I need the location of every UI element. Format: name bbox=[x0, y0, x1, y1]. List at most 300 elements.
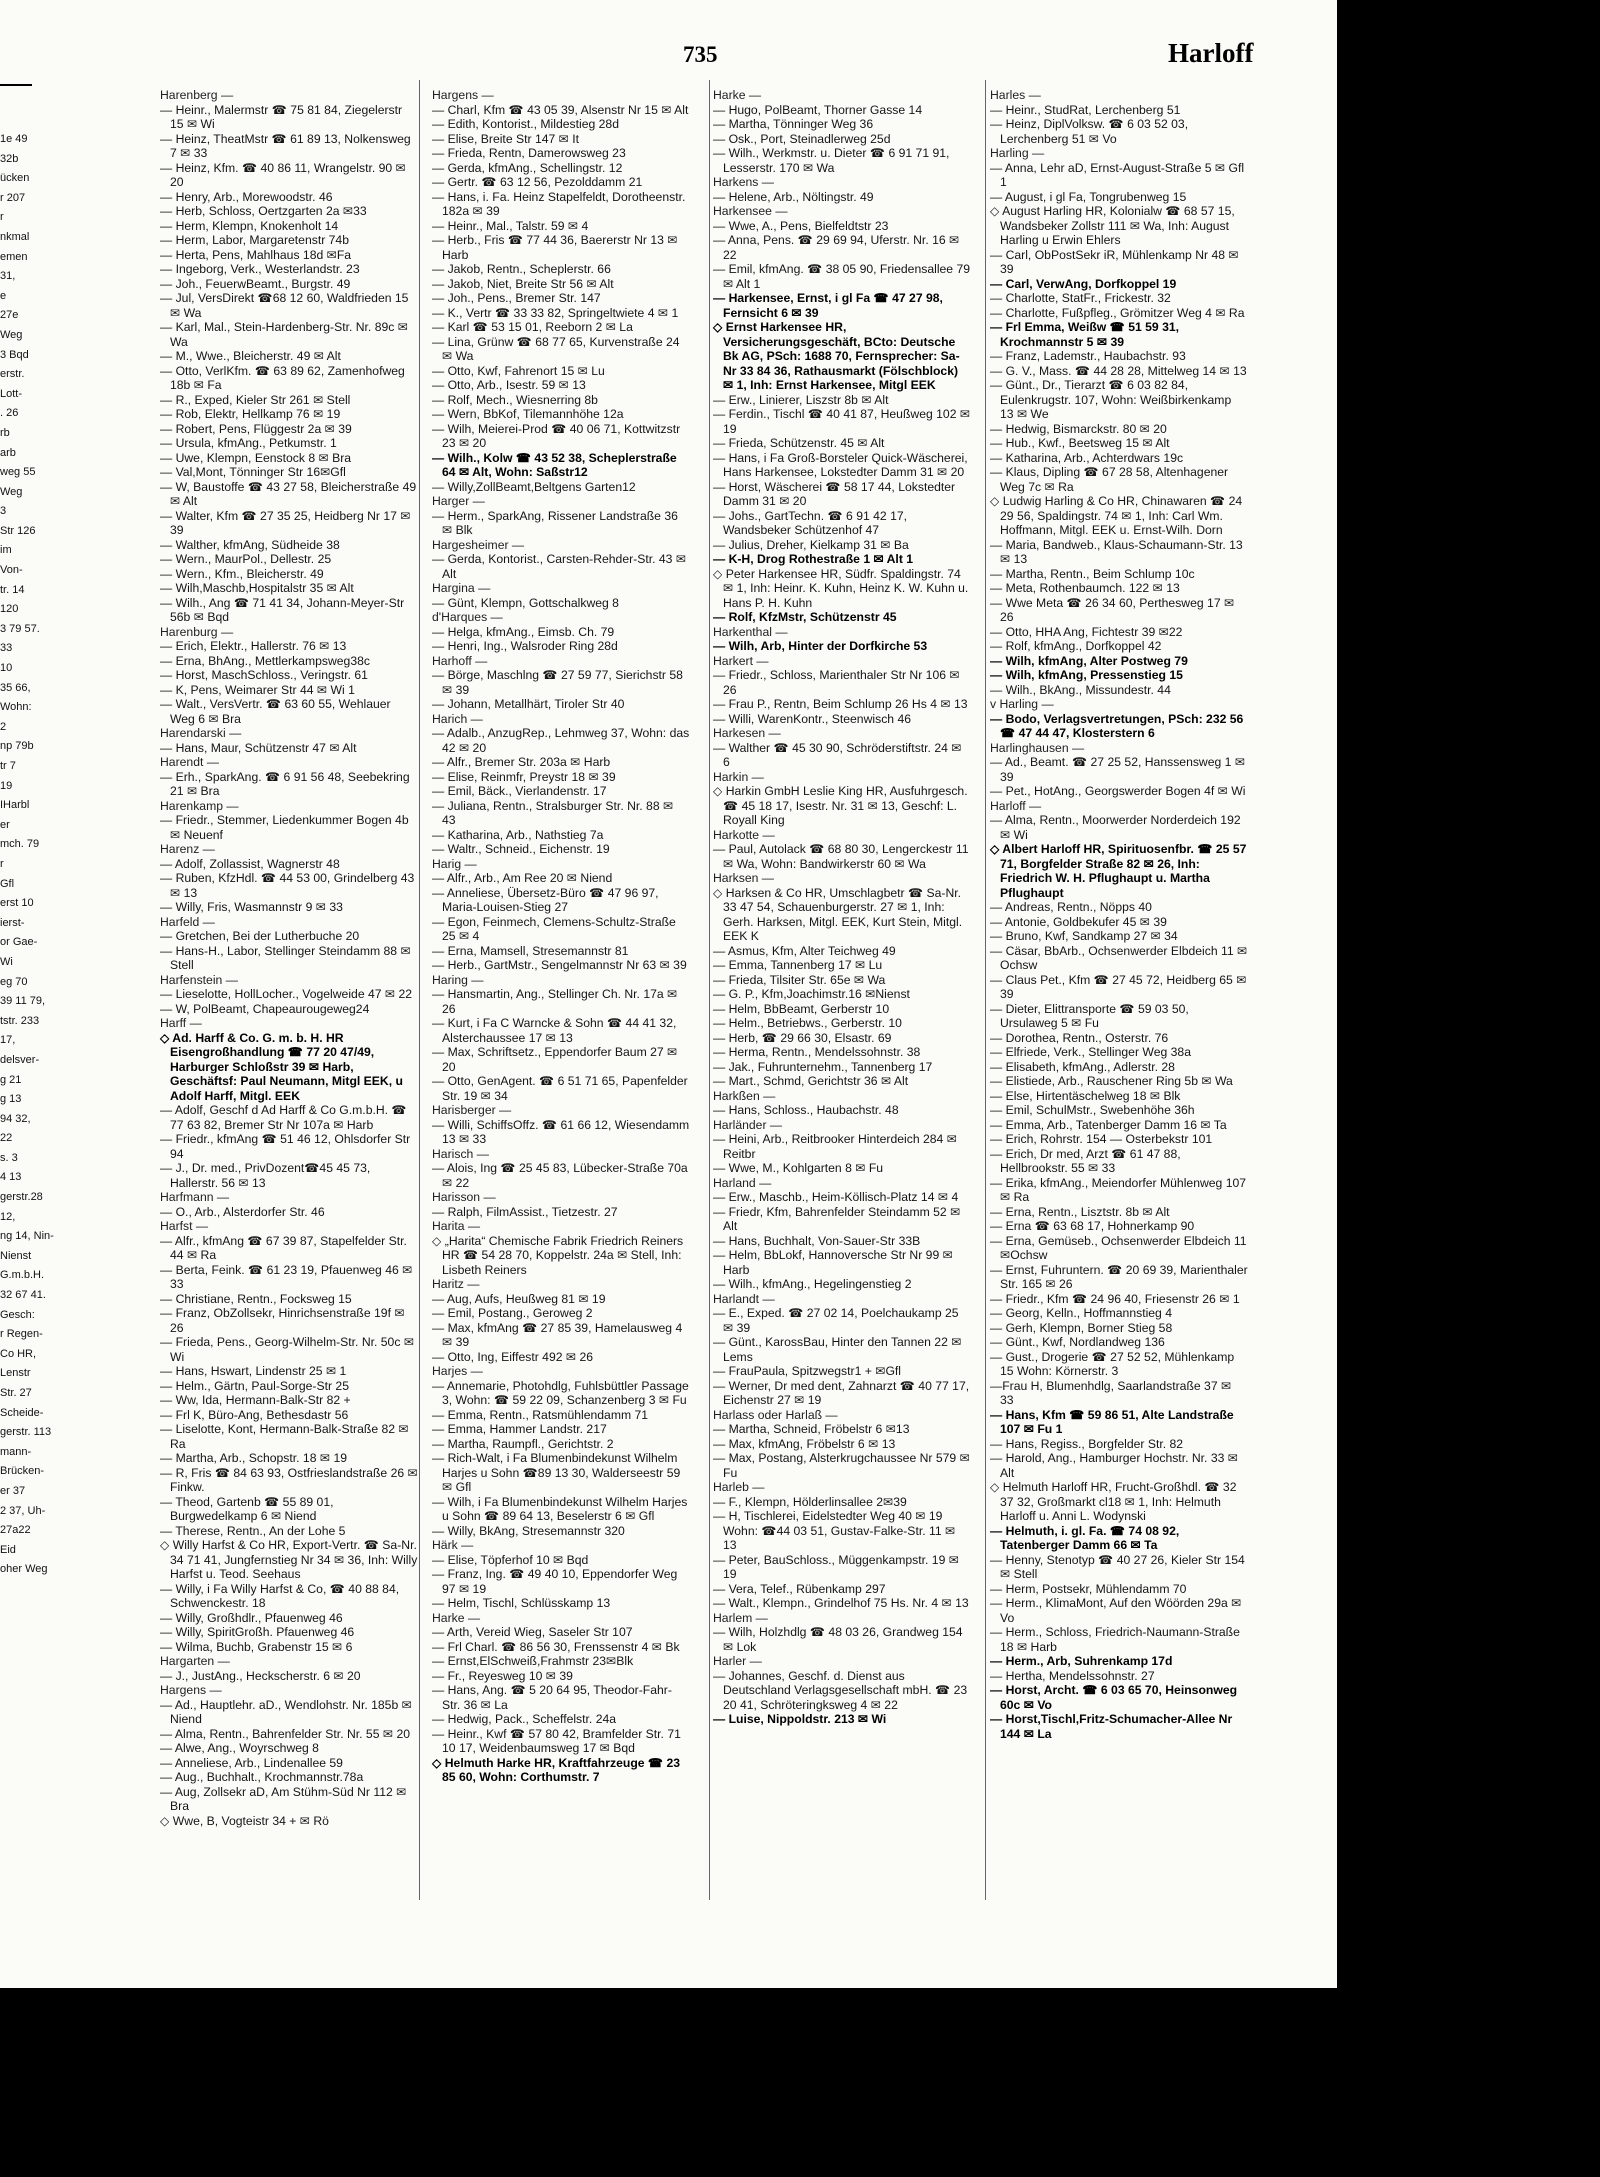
directory-entry: ◇ August Harling HR, Kolonialw ☎ 68 57 15, Wandsbeker Zollstr 111 ✉ Wa, Inh: August Harling u Erwin Ehlers bbox=[990, 204, 1235, 247]
directory-entry: — H, Tischlerei, Eidelstedter Weg 40 ✉ 19 Wohn: ☎44 03 51, Gustav-Falke-Str. 11 ✉ 13 bbox=[713, 1509, 956, 1552]
directory-entry: — Egon, Feinmech, Clemens-Schultz-Straße 25 ✉ 4 bbox=[432, 914, 676, 943]
surname-heading: Harich — bbox=[432, 711, 483, 726]
directory-entry: — Otto, HHA Ang, Fichtestr 39 ✉22 bbox=[990, 624, 1183, 639]
directory-entry: — Lieselotte, HollLocher., Vogelweide 47 ✉ 22 bbox=[160, 987, 413, 1001]
directory-entry-bold: — Helmuth, i. gl. Fa. ☎ 74 08 92, Tatenberger Damm 66 ✉ Ta bbox=[990, 1523, 1180, 1552]
edge-fragment: 33 bbox=[0, 642, 13, 655]
directory-entry: — Frieda, Schützenstr. 45 ✉ Alt bbox=[713, 436, 885, 450]
edge-fragment: oher Weg bbox=[0, 1563, 48, 1576]
directory-entry: — Willy,ZollBeamt,Beltgens Garten12 bbox=[432, 479, 636, 494]
directory-entry: — Jak., Fuhrunternehm., Tannenberg 17 bbox=[713, 1059, 933, 1074]
edge-fragment: Lott- bbox=[0, 387, 23, 400]
column-divider bbox=[985, 80, 986, 1900]
directory-entry: — Herta, Pens, Mahlhaus 18d ✉Fa bbox=[160, 247, 352, 262]
directory-entry: — Ursula, kfmAng., Petkumstr. 1 bbox=[160, 436, 337, 450]
surname-heading: Harenburg — bbox=[160, 624, 234, 639]
edge-fragment: erst 10 bbox=[0, 897, 34, 910]
directory-entry-bold: — Horst,Tischl,Fritz-Schumacher-Allee Nr 144 ✉ La bbox=[990, 1712, 1233, 1741]
directory-entry: — Wilh., BkAng., Missundestr. 44 bbox=[990, 682, 1171, 697]
edge-fragment: eg 70 bbox=[0, 975, 28, 988]
edge-fragment: 32b bbox=[0, 152, 19, 165]
directory-entry: — Aug, Zollsekr aD, Am Stühm-Süd Nr 112 ✉ Bra bbox=[160, 1784, 407, 1813]
directory-entry: — Hans, Maur, Schützenstr 47 ✉ Alt bbox=[160, 740, 357, 755]
directory-entry: — Jakob, Niet, Breite Str 56 ✉ Alt bbox=[432, 276, 614, 291]
directory-entry: — Wern, BbKof, Tilemannhöhe 12a bbox=[432, 407, 624, 421]
edge-fragment: r bbox=[0, 857, 4, 870]
directory-entry: — Heinr., StudRat, Lerchenberg 51 bbox=[990, 102, 1181, 117]
surname-heading: Harisson — bbox=[432, 1190, 496, 1204]
directory-entry-bold: — Wilh., Kolw ☎ 43 52 38, Scheplerstraße 64 ✉ Alt, Wohn: Saßstr12 bbox=[432, 450, 677, 479]
surname-heading: Harkin — bbox=[713, 769, 764, 784]
directory-entry: — Elise, Breite Str 147 ✉ It bbox=[432, 131, 580, 146]
edge-fragment: arb bbox=[0, 446, 16, 459]
directory-entry: — Therese, Rentn., An der Lohe 5 bbox=[160, 1523, 346, 1538]
directory-entry: — Helene, Arb., Nöltingstr. 49 bbox=[713, 189, 874, 204]
directory-entry: — Ingeborg, Verk., Westerlandstr. 23 bbox=[160, 262, 360, 276]
directory-entry: — August, i gl Fa, Tongrubenweg 15 bbox=[990, 189, 1187, 204]
directory-entry: — Heini, Arb., Reitbrooker Hinterdeich 284 ✉ Reitbr bbox=[713, 1132, 957, 1161]
directory-entry: — Friedr., Kfm ☎ 24 96 40, Friesenstr 26 ✉ 1 bbox=[990, 1291, 1240, 1306]
edge-fragment: er 37 bbox=[0, 1484, 26, 1497]
column-divider bbox=[419, 80, 420, 1900]
edge-fragment: Str. 27 bbox=[0, 1387, 32, 1399]
directory-entry: — Ad., Beamt. ☎ 27 25 52, Hanssensweg 1 ✉ 39 bbox=[990, 755, 1246, 784]
directory-entry: — Elistiede, Arb., Rauschener Ring 5b ✉ Wa bbox=[990, 1074, 1233, 1088]
surname-heading: Harkßen — bbox=[713, 1088, 776, 1103]
edge-fragment: IHarbl bbox=[0, 799, 30, 812]
directory-entry: — Alma, Rentn., Moorwerder Norderdeich 192 ✉ Wi bbox=[990, 813, 1241, 842]
directory-entry: — Erna, Gemüseb., Ochsenwerder Elbdeich 11 ✉Ochsw bbox=[990, 1233, 1247, 1262]
directory-entry: — Walther, kfmAng, Südheide 38 bbox=[160, 537, 340, 552]
directory-entry: — Helm, BbLokf, Hannoversche Str Nr 99 ✉ Harb bbox=[713, 1248, 953, 1277]
directory-entry: — Max, kfmAng, Fröbelstr 6 ✉ 13 bbox=[713, 1436, 896, 1451]
directory-entry: — Julius, Dreher, Kielkamp 31 ✉ Ba bbox=[713, 537, 909, 552]
directory-entry: — Alois, Ing ☎ 25 45 83, Lübecker-Straße 70a ✉ 22 bbox=[432, 1161, 688, 1190]
directory-entry: — Elise, Töpferhof 10 ✉ Bqd bbox=[432, 1552, 589, 1567]
surname-heading: Harfmann — bbox=[160, 1190, 230, 1204]
directory-entry: — Christiane, Rentn., Focksweg 15 bbox=[160, 1291, 352, 1306]
directory-entry: — Herm., KlimaMont, Auf den Wöörden 29a ✉ Vo bbox=[990, 1596, 1242, 1625]
directory-entry: — Antonie, Goldbekufer 45 ✉ 39 bbox=[990, 914, 1167, 929]
directory-entry: — Elise, Reinmfr, Preystr 18 ✉ 39 bbox=[432, 769, 616, 784]
directory-entry: — Willi, WarenKontr., Steenwisch 46 bbox=[713, 711, 912, 726]
directory-entry: — Gust., Drogerie ☎ 27 52 52, Mühlenkamp 15 Wohn: Körnerstr. 3 bbox=[990, 1349, 1235, 1378]
directory-entry: — Anna, Lehr aD, Ernst-August-Straße 5 ✉ Gfl 1 bbox=[990, 160, 1245, 189]
directory-entry: — Maria, Bandweb., Klaus-Schaumann-Str. 13 ✉ 13 bbox=[990, 537, 1243, 566]
surname-heading: Harksen — bbox=[713, 871, 774, 885]
directory-entry: — Jakob, Rentn., Scheplerstr. 66 bbox=[432, 262, 611, 276]
directory-entry: — Andreas, Rentn., Nöpps 40 bbox=[990, 900, 1152, 914]
edge-fragment: 35 66, bbox=[0, 681, 31, 694]
directory-entry: — Anna, Pens. ☎ 29 69 94, Uferstr. Nr. 16 ✉ 22 bbox=[713, 233, 960, 262]
directory-entry: — Herma, Rentn., Mendelssohnstr. 38 bbox=[713, 1045, 921, 1059]
directory-entry: — Wilh,Maschb,Hospitalstr 35 ✉ Alt bbox=[160, 581, 354, 595]
directory-entry: — Gerda, kfmAng., Schellingstr. 12 bbox=[432, 160, 623, 175]
directory-entry: — Friedr., Schloss, Marienthaler Str Nr 106 ✉ 26 bbox=[713, 668, 960, 697]
directory-entry: — F., Klempn, Hölderlinsallee 2✉39 bbox=[713, 1494, 907, 1509]
directory-entry: — Paul, Autolack ☎ 68 80 30, Lengerckestr 11 ✉ Wa, Wohn: Bandwirkerstr 60 ✉ Wa bbox=[713, 842, 969, 871]
directory-entry: — Ernst,ElSchweiß,Frahmstr 23✉Blk bbox=[432, 1654, 634, 1668]
edge-fragment: 27e bbox=[0, 309, 19, 322]
directory-entry: — Herm., Schloss, Friedrich-Naumann-Straße 18 ✉ Harb bbox=[990, 1625, 1240, 1654]
directory-entry: — Theod, Gartenb ☎ 55 89 01, Burgwedelkamp 6 ✉ Niend bbox=[160, 1494, 334, 1523]
edge-fragment: 4 13 bbox=[0, 1171, 22, 1184]
surname-heading: Harkert — bbox=[713, 653, 769, 668]
edge-fragment: Str 126 bbox=[0, 524, 36, 537]
directory-entry: — Gerh, Klempn, Borner Stieg 58 bbox=[990, 1320, 1173, 1335]
directory-entry: — Peter, BauSchloss., Müggenkampstr. 19 ✉ 19 bbox=[713, 1552, 959, 1581]
surname-heading: Harkensee — bbox=[713, 204, 788, 218]
directory-entry: — Heinz, DiplVolksw. ☎ 6 03 52 03, Lerchenberg 51 ✉ Vo bbox=[990, 117, 1189, 146]
directory-entry: — W, Baustoffe ☎ 43 27 58, Bleicherstraße 49 ✉ Alt bbox=[160, 479, 417, 508]
directory-entry: — Anneliese, Übersetz-Büro ☎ 47 96 97, Maria-Louisen-Stieg 27 bbox=[432, 885, 659, 914]
directory-entry-bold: — Harkensee, Ernst, i gl Fa ☎ 47 27 98, Fernsicht 6 ✉ 39 bbox=[713, 291, 943, 320]
adjacent-page-edge bbox=[0, 130, 54, 1980]
directory-entry: — Hans, i Fa Groß-Borsteler Quick-Wäscherei, Hans Harkensee, Lokstedter Damm 31 ✉ 20 bbox=[713, 450, 968, 479]
directory-entry: — Erna, Rentn., Lisztstr. 8b ✉ Alt bbox=[990, 1204, 1170, 1219]
directory-entry: — Helm., Betriebws., Gerberstr. 10 bbox=[713, 1016, 902, 1030]
directory-entry: — Friedr, Kfm, Bahrenfelder Steindamm 52 ✉ Alt bbox=[713, 1204, 961, 1233]
edge-fragment: emen bbox=[0, 250, 28, 263]
directory-entry: — Wilma, Buchb, Grabenstr 15 ✉ 6 bbox=[160, 1639, 353, 1654]
directory-entry: — R., Exped, Kieler Str 261 ✉ Stell bbox=[160, 392, 351, 407]
directory-entry: — Carl, ObPostSekr iR, Mühlenkamp Nr 48 ✉ 39 bbox=[990, 247, 1239, 276]
surname-heading: Harendarski — bbox=[160, 726, 242, 740]
directory-entry: — Ralph, FilmAssist., Tietzestr. 27 bbox=[432, 1204, 618, 1219]
page-number: 735 bbox=[683, 42, 718, 67]
directory-entry: — Vera, Telef., Rübenkamp 297 bbox=[713, 1581, 886, 1596]
directory-entry: — FrauPaula, Spitzwegstr1 + ✉Gfl bbox=[713, 1364, 902, 1378]
directory-entry: — Ernst, Fuhruntern. ☎ 20 69 39, Marienthaler Str. 165 ✉ 26 bbox=[990, 1262, 1248, 1291]
directory-entry: — Hans, Regiss., Borgfelder Str. 82 bbox=[990, 1436, 1184, 1451]
directory-entry: — Frieda, Pens., Georg-Wilhelm-Str. Nr. 50c ✉ Wi bbox=[160, 1335, 415, 1364]
edge-fragment: 32 67 41. bbox=[0, 1289, 46, 1302]
directory-entry: — Charlotte, Fußpfleg., Grömitzer Weg 4 ✉ Ra bbox=[990, 305, 1245, 320]
directory-entry-bold: — Herm., Arb, Suhrenkamp 17d bbox=[990, 1654, 1173, 1668]
directory-entry: — Joh., FeuerwBeamt., Burgstr. 49 bbox=[160, 276, 351, 291]
edge-fragment: 10 bbox=[0, 662, 13, 675]
surname-heading: Harfeld — bbox=[160, 914, 215, 929]
directory-entry: — Martha, Arb., Schopstr. 18 ✉ 19 bbox=[160, 1451, 348, 1465]
edge-fragment: 94 32, bbox=[0, 1112, 31, 1125]
edge-fragment: 2 37, Uh- bbox=[0, 1504, 46, 1517]
directory-entry: — Joh., Pens., Bremer Str. 147 bbox=[432, 291, 601, 305]
surname-heading: Harger — bbox=[432, 494, 485, 508]
directory-entry: — Max, Schriftsetz., Eppendorfer Baum 27 ✉ 20 bbox=[432, 1045, 678, 1074]
edge-fragment: 2 bbox=[0, 720, 7, 733]
directory-entry: — Henry, Arb., Morewoodstr. 46 bbox=[160, 189, 333, 204]
directory-entry: — Heinz, Kfm. ☎ 40 86 11, Wrangelstr. 90 ✉ 20 bbox=[160, 160, 406, 189]
edge-fragment: Eid bbox=[0, 1543, 16, 1556]
edge-fragment: Scheide- bbox=[0, 1406, 44, 1419]
edge-fragment: delsver- bbox=[0, 1053, 40, 1066]
directory-entry: — Erna ☎ 63 68 17, Hohnerkamp 90 bbox=[990, 1219, 1195, 1233]
directory-entry: —Frau H, Blumenhdlg, Saarlandstraße 37 ✉ 33 bbox=[990, 1378, 1232, 1407]
directory-entry: — Hedwig, Pack., Scheffelstr. 24a bbox=[432, 1712, 617, 1726]
edge-fragment: 19 bbox=[0, 779, 13, 792]
directory-entry: — Gerda, Kontorist., Carsten-Rehder-Str. 43 ✉ Alt bbox=[432, 552, 687, 581]
surname-heading: Harles — bbox=[990, 88, 1041, 102]
directory-entry: — Charl, Kfm ☎ 43 05 39, Alsenstr Nr 15 ✉ Alt bbox=[432, 102, 689, 117]
directory-entry: — Willy, i Fa Willy Harfst & Co, ☎ 40 88 84, Schwenckestr. 18 bbox=[160, 1581, 400, 1610]
edge-fragment: gerstr. 113 bbox=[0, 1426, 52, 1439]
surname-heading: Harländer — bbox=[713, 1117, 783, 1132]
directory-entry: — Dorothea, Rentn., Osterstr. 76 bbox=[990, 1030, 1169, 1045]
directory-entry-bold: — Frl Emma, Weißw ☎ 51 59 31, Krochmannstr 5 ✉ 39 bbox=[990, 320, 1180, 349]
directory-entry-bold: — Wilh, kfmAng, Pressenstieg 15 bbox=[990, 668, 1183, 682]
directory-entry: — Osk., Port, Steinadlerweg 25d bbox=[713, 131, 891, 146]
edge-fragment: 1e 49 bbox=[0, 133, 28, 145]
directory-entry: — G. V., Mass. ☎ 44 28 28, Mittelweg 14 ✉ 13 bbox=[990, 363, 1247, 378]
directory-entry: — Cäsar, BbArb., Ochsenwerder Elbdeich 11 ✉ Ochsw bbox=[990, 943, 1248, 972]
directory-entry: — K., Vertr ☎ 33 33 82, Springeltwiete 4 ✉ 1 bbox=[432, 305, 679, 320]
directory-entry: — Erh., SparkAng. ☎ 6 91 56 48, Seebekring 21 ✉ Bra bbox=[160, 769, 410, 798]
surname-heading: Harland — bbox=[713, 1175, 772, 1190]
directory-entry: — Anneliese, Arb., Lindenallee 59 bbox=[160, 1755, 343, 1770]
directory-entry: — Herb, ☎ 29 66 30, Elsastr. 69 bbox=[713, 1030, 892, 1045]
directory-entry: — Erich, Dr med, Arzt ☎ 61 47 88, Hellbrookstr. 55 ✉ 33 bbox=[990, 1146, 1181, 1175]
directory-entry: — Charlotte, StatFr., Frickestr. 32 bbox=[990, 291, 1171, 305]
directory-entry: — Katharina, Arb., Nathstieg 7a bbox=[432, 827, 604, 842]
directory-entry: — Dieter, Elittransporte ☎ 59 03 50, Ursulaweg 5 ✉ Fu bbox=[990, 1001, 1189, 1030]
directory-entry: — Ww, Ida, Hermann-Balk-Str 82 + bbox=[160, 1393, 351, 1407]
directory-entry: — Alma, Rentn., Bahrenfelder Str. Nr. 55 ✉ 20 bbox=[160, 1726, 411, 1741]
directory-entry: — Martha, Rentn., Beim Schlump 10c bbox=[990, 566, 1195, 581]
directory-entry: — Franz, ObZollsekr, Hinrichsenstraße 19f ✉ 26 bbox=[160, 1306, 405, 1335]
directory-entry: — Johann, Metallhärt, Tiroler Str 40 bbox=[432, 697, 625, 711]
directory-entry: ◇ Harkin GmbH Leslie King HR, Ausfuhrgesch. ☎ 45 18 17, Isestr. Nr. 31 ✉ 13, Geschf: L. Royall King bbox=[713, 784, 968, 827]
surname-heading: Harloff — bbox=[990, 798, 1042, 813]
edge-fragment: er bbox=[0, 818, 10, 831]
surname-heading: d'Harques — bbox=[432, 610, 503, 624]
directory-entry: — Annemarie, Photohdlg, Fuhlsbüttler Passage 3, Wohn: ☎ 59 22 09, Schanzenberg 3 ✉ Fu bbox=[432, 1378, 689, 1407]
directory-entry: — Herm, Labor, Margaretenstr 74b bbox=[160, 233, 349, 247]
surname-heading: Harkotte — bbox=[713, 827, 775, 842]
directory-entry: — Max, Postang, Alsterkrugchaussee Nr 579 ✉ Fu bbox=[713, 1451, 970, 1480]
directory-entry: — Arth, Vereid Wieg, Saseler Str 107 bbox=[432, 1625, 633, 1639]
surname-heading: Harke — bbox=[713, 88, 762, 102]
surname-heading: Harling — bbox=[990, 146, 1045, 160]
edge-fragment: 3 bbox=[0, 505, 7, 518]
directory-entry: — Wilh., Ang ☎ 71 41 34, Johann-Meyer-Str 56b ✉ Bqd bbox=[160, 595, 405, 624]
directory-entry: — Frl Charl. ☎ 86 56 30, Frenssenstr 4 ✉ Bk bbox=[432, 1639, 680, 1654]
directory-entry: — Hertha, Mendelssohnstr. 27 bbox=[990, 1668, 1155, 1683]
directory-entry: — Hans-H., Labor, Stellinger Steindamm 88 ✉ Stell bbox=[160, 943, 411, 972]
directory-entry: — Henri, Ing., Walsroder Ring 28d bbox=[432, 639, 618, 653]
directory-column-1 bbox=[160, 88, 418, 1898]
directory-entry: — Franz, Ing. ☎ 49 40 10, Eppendorfer Weg 97 ✉ 19 bbox=[432, 1567, 678, 1596]
directory-entry: — J., JustAng., Heckscherstr. 6 ✉ 20 bbox=[160, 1668, 361, 1683]
edge-fragment: Nienst bbox=[0, 1249, 32, 1262]
directory-entry: — Karl ☎ 53 15 01, Reeborn 2 ✉ La bbox=[432, 320, 633, 334]
edge-fragment: r bbox=[0, 211, 4, 224]
directory-entry: — Emil, kfmAng. ☎ 38 05 90, Friedensallee 79 ✉ Alt 1 bbox=[713, 262, 971, 291]
directory-entry: — Erika, kfmAng., Meiendorfer Mühlenweg 107 ✉ Ra bbox=[990, 1175, 1247, 1204]
directory-entry: — Martha, Schneid, Fröbelstr 6 ✉13 bbox=[713, 1422, 910, 1436]
directory-entry: — Helm., Gärtn, Paul-Sorge-Str 25 bbox=[160, 1378, 349, 1393]
edge-fragment: g 13 bbox=[0, 1093, 22, 1106]
directory-entry: — Lina, Grünw ☎ 68 77 65, Kurvenstraße 24 ✉ Wa bbox=[432, 334, 680, 363]
directory-entry: — Willy, BkAng, Stresemannstr 320 bbox=[432, 1523, 625, 1538]
directory-entry: ◇ Peter Harkensee HR, Südfr. Spaldingstr. 74 ✉ 1, Inh: Heinr. K. Kuhn, Heinz K. W. Kuhn u. Hans P. H. Kuhn bbox=[713, 566, 969, 610]
directory-entry: — R, Fris ☎ 84 63 93, Ostfrieslandstraße 26 ✉ Finkw. bbox=[160, 1465, 418, 1494]
directory-entry: — Hub., Kwf., Beetsweg 15 ✉ Alt bbox=[990, 436, 1170, 450]
directory-entry: — Wern., MaurPol., Dellestr. 25 bbox=[160, 552, 332, 566]
surname-heading: Harendt — bbox=[160, 755, 219, 769]
directory-entry: — Aug, Aufs, Heußweg 81 ✉ 19 bbox=[432, 1291, 606, 1306]
directory-entry: — Gretchen, Bei der Lutherbuche 20 bbox=[160, 929, 360, 943]
directory-entry: — Harold, Ang., Hamburger Hochstr. Nr. 33 ✉ Alt bbox=[990, 1451, 1238, 1480]
directory-entry: ◇ „Harita“ Chemische Fabrik Friedrich Reiners HR ☎ 54 28 70, Koppelstr. 24a ✉ Stell, Inh: Lisbeth Reiners bbox=[432, 1233, 684, 1277]
edge-fragment: 17, bbox=[0, 1034, 16, 1047]
directory-entry: — Berta, Feink. ☎ 61 23 19, Pfauenweg 46 ✉ 33 bbox=[160, 1262, 413, 1291]
directory-entry: — Herm., SparkAng, Rissener Landstraße 36 ✉ Blk bbox=[432, 508, 678, 537]
directory-entry: — Börge, Maschlng ☎ 27 59 77, Sierichstr 58 ✉ 39 bbox=[432, 668, 683, 697]
directory-entry: — Martha, Raumpfl., Gerichtstr. 2 bbox=[432, 1436, 614, 1451]
top-rule bbox=[0, 84, 32, 86]
surname-heading: Harisberger — bbox=[432, 1103, 512, 1117]
directory-entry: — Walt., Klempn., Grindelhof 75 Hs. Nr. 4 ✉ 13 bbox=[713, 1596, 969, 1610]
directory-entry: — Emma, Tannenberg 17 ✉ Lu bbox=[713, 958, 883, 972]
directory-entry: — Wwe Meta ☎ 26 34 60, Perthesweg 17 ✉ 26 bbox=[990, 595, 1235, 624]
directory-entry-bold: — Wilh, Arb, Hinter der Dorfkirche 53 bbox=[713, 639, 928, 653]
surname-heading: Harleb — bbox=[713, 1480, 765, 1494]
directory-entry: — Frieda, Rentn, Damerowsweg 23 bbox=[432, 146, 626, 160]
directory-entry: — Georg, Kelln., Hoffmannstieg 4 bbox=[990, 1306, 1173, 1320]
directory-entry: — Pet., HotAng., Georgswerder Bogen 4f ✉ Wi bbox=[990, 784, 1246, 798]
directory-entry: — Edith, Kontorist., Mildestieg 28d bbox=[432, 117, 619, 131]
directory-entry: — Fr., Reyesweg 10 ✉ 39 bbox=[432, 1668, 573, 1683]
directory-entry-bold: ◇ Albert Harloff HR, Spirituosenfbr. ☎ 25 57 71, Borgfelder Straße 82 ✉ 26, Inh: Friedrich W. H. Pflughaupt u. Martha Pflughaupt bbox=[990, 842, 1247, 900]
directory-entry: ◇ Wwe, B, Vogteistr 34 + ✉ Rö bbox=[160, 1813, 329, 1828]
surname-heading: Harkens — bbox=[713, 175, 774, 189]
directory-entry: — Ruben, KfzHdl. ☎ 44 53 00, Grindelberg 43 ✉ 13 bbox=[160, 871, 415, 900]
directory-entry: — Otto, GenAgent. ☎ 6 51 71 65, Papenfelder Str. 19 ✉ 34 bbox=[432, 1074, 688, 1103]
edge-fragment: 31, bbox=[0, 270, 16, 283]
edge-fragment: r 207 bbox=[0, 191, 26, 204]
directory-entry: — Bruno, Kwf, Sandkamp 27 ✉ 34 bbox=[990, 929, 1178, 943]
directory-entry: — Helm, BbBeamt, Gerberstr 10 bbox=[713, 1001, 890, 1016]
surname-heading: Harlem — bbox=[713, 1610, 768, 1625]
directory-entry: — Adolf, Geschf d Ad Harff & Co G.m.b.H. ☎ 77 63 82, Bremer Str Nr 107a ✉ Harb bbox=[160, 1103, 407, 1132]
surname-heading: Hargina — bbox=[432, 581, 491, 595]
directory-column-2 bbox=[432, 88, 690, 1898]
directory-entry: — Val,Mont, Tönninger Str 16✉Gfl bbox=[160, 465, 346, 479]
directory-entry: — Wwe, M., Kohlgarten 8 ✉ Fu bbox=[713, 1161, 884, 1175]
directory-entry: — Otto, Ing, Eiffestr 492 ✉ 26 bbox=[432, 1349, 594, 1364]
edge-fragment: Von- bbox=[0, 564, 23, 577]
directory-entry: — Willi, SchiffsOffz. ☎ 61 66 12, Wiesendamm 13 ✉ 33 bbox=[432, 1117, 690, 1146]
directory-entry-bold: ◇ Ad. Harff & Co. G. m. b. H. HR Eisengroßhandlung ☎ 77 20 47/49, Harburger Schloßstr 39 ✉ Harb, Geschäftsf: Paul Neumann, Mitgl EEK, u Adolf Harff, Mitgl. EEK bbox=[160, 1030, 403, 1103]
directory-entry: — Ad., Hauptlehr. aD., Wendlohstr. Nr. 185b ✉ Niend bbox=[160, 1697, 412, 1726]
directory-entry: — Hansmartin, Ang., Stellinger Ch. Nr. 17a ✉ 26 bbox=[432, 987, 678, 1016]
edge-fragment: e bbox=[0, 289, 7, 302]
directory-entry-bold: — Carl, VerwAng, Dorfkoppel 19 bbox=[990, 276, 1177, 291]
directory-entry: — Wilh., Werkmstr. u. Dieter ☎ 6 91 71 91, Lesserstr. 170 ✉ Wa bbox=[713, 146, 950, 175]
edge-fragment: tr 7 bbox=[0, 760, 16, 772]
directory-entry: — O., Arb., Alsterdorfer Str. 46 bbox=[160, 1204, 325, 1219]
surname-heading: v Harling — bbox=[990, 697, 1054, 711]
directory-entry: — Katharina, Arb., Achterdwars 19c bbox=[990, 450, 1184, 465]
surname-heading: Harisch — bbox=[432, 1146, 489, 1161]
directory-entry: — Aug., Buchhalt., Krochmannstr.78a bbox=[160, 1770, 364, 1784]
directory-entry-bold: ◇ Ernst Harkensee HR, Versicherungsgeschäft, BCto: Deutsche Bk AG, PSch: 1688 70, Fernsprecher: Sa-Nr 33 84 36, Rathausmarkt (Fölschblock) ✉ 1, Inh: Ernst Harkensee, Mitgl EEK bbox=[713, 320, 960, 392]
directory-entry: — Emma, Arb., Tatenberger Damm 16 ✉ Ta bbox=[990, 1117, 1227, 1132]
edge-fragment: mch. 79 bbox=[0, 838, 40, 851]
directory-entry: — Walt., VersVertr. ☎ 63 60 55, Wehlauer Weg 6 ✉ Bra bbox=[160, 697, 391, 726]
page-header bbox=[0, 38, 1337, 74]
directory-entry: — Hedwig, Bismarckstr. 80 ✉ 20 bbox=[990, 421, 1167, 436]
directory-entry: — Asmus, Kfm, Alter Teichweg 49 bbox=[713, 943, 896, 958]
directory-entry-bold: — K-H, Drog Rothestraße 1 ✉ Alt 1 bbox=[713, 552, 914, 566]
directory-entry: — Wilh, Meierei-Prod ☎ 40 06 71, Kottwitzstr 23 ✉ 20 bbox=[432, 421, 681, 450]
directory-entry: — Elfriede, Verk., Stellinger Weg 38a bbox=[990, 1045, 1191, 1059]
directory-entry: — Herm, Postsekr, Mühlendamm 70 bbox=[990, 1581, 1187, 1596]
directory-entry: — Werner, Dr med dent, Zahnarzt ☎ 40 77 17, Eichenstr 27 ✉ 19 bbox=[713, 1378, 970, 1407]
directory-entry: — Liselotte, Kont, Hermann-Balk-Straße 82 ✉ Ra bbox=[160, 1422, 409, 1451]
directory-entry: — Kurt, i Fa C Warncke & Sohn ☎ 44 41 32, Alsterchaussee 17 ✉ 13 bbox=[432, 1016, 677, 1045]
directory-entry: — Otto, Arb., Isestr. 59 ✉ 13 bbox=[432, 378, 586, 392]
surname-heading: Härk — bbox=[432, 1538, 474, 1552]
directory-entry: — W, PolBeamt, Chapeaurougeweg24 bbox=[160, 1001, 370, 1016]
directory-entry: — E., Exped. ☎ 27 02 14, Poelchaukamp 25 ✉ 39 bbox=[713, 1306, 959, 1335]
surname-heading: Harff — bbox=[160, 1016, 202, 1030]
directory-entry: — Erw., Maschb., Heim-Köllisch-Platz 14 ✉ 4 bbox=[713, 1190, 959, 1204]
edge-fragment: tstr. 233 bbox=[0, 1014, 40, 1027]
edge-fragment: Wohn: bbox=[0, 701, 32, 714]
directory-entry: — Max, kfmAng ☎ 27 85 39, Hamelausweg 4 ✉ 39 bbox=[432, 1320, 683, 1349]
surname-heading: Haritz — bbox=[432, 1277, 480, 1291]
directory-entry: — K, Pens, Weimarer Str 44 ✉ Wi 1 bbox=[160, 682, 355, 697]
edge-fragment: Weg bbox=[0, 328, 23, 341]
directory-column-3 bbox=[713, 88, 971, 1898]
surname-heading: Harenz — bbox=[160, 842, 215, 856]
directory-entry: — Hans, i. Fa. Heinz Stapelfeldt, Dorotheenstr. 182a ✉ 39 bbox=[432, 189, 686, 218]
edge-fragment: 3 79 57. bbox=[0, 622, 40, 635]
edge-fragment: tr. 14 bbox=[0, 583, 25, 596]
surname-heading: Harlass oder Harlaß — bbox=[713, 1407, 838, 1422]
directory-entry: — Waltr., Schneid., Eichenstr. 19 bbox=[432, 842, 610, 856]
directory-entry: — Horst, Wäscherei ☎ 58 17 44, Lokstedter Damm 31 ✉ 20 bbox=[713, 479, 956, 508]
directory-entry: — Heinz, TheatMstr ☎ 61 89 13, Nolkensweg 7 ✉ 33 bbox=[160, 131, 411, 160]
edge-fragment: or Gae- bbox=[0, 936, 38, 949]
directory-entry: — Frl K, Büro-Ang, Bethesdastr 56 bbox=[160, 1407, 349, 1422]
directory-entry: — Heinr., Mal., Talstr. 59 ✉ 4 bbox=[432, 218, 589, 233]
directory-entry: — Juliana, Rentn., Stralsburger Str. Nr. 88 ✉ 43 bbox=[432, 798, 674, 827]
directory-entry: — Friedr., Stemmer, Liedenkummer Bogen 4b ✉ Neuenf bbox=[160, 813, 409, 842]
surname-heading: Harhoff — bbox=[432, 653, 488, 668]
edge-fragment: Weg bbox=[0, 485, 23, 498]
directory-entry-bold: — Hans, Kfm ☎ 59 86 51, Alte Landstraße 107 ✉ Fu 1 bbox=[990, 1407, 1234, 1436]
edge-fragment: 3 Bqd bbox=[0, 348, 29, 361]
edge-fragment: np 79b bbox=[0, 740, 34, 753]
directory-entry: — Johs., GartTechn. ☎ 6 91 42 17, Wandsbeker Schützenhof 47 bbox=[713, 508, 908, 537]
directory-entry: — G. P., Kfm,Joachimstr.16 ✉Nienst bbox=[713, 987, 910, 1001]
directory-entry: — Wwe, A., Pens, Bielfeldtstr 23 bbox=[713, 218, 889, 233]
surname-heading: Harenkamp — bbox=[160, 798, 239, 813]
edge-fragment: weg 55 bbox=[0, 466, 36, 479]
edge-fragment: Co HR, bbox=[0, 1347, 37, 1360]
directory-entry: — Frau P., Rentn, Beim Schlump 26 Hs 4 ✉ 13 bbox=[713, 697, 968, 711]
directory-entry: — Alfr., Arb., Am Ree 20 ✉ Niend bbox=[432, 871, 613, 885]
directory-entry: ◇ Helmuth Harloff HR, Frucht-Großhdl. ☎ 32 37 32, Großmarkt cl18 ✉ 1, Inh: Helmuth Harloff u. Anni L. Wodynski bbox=[990, 1480, 1237, 1523]
directory-entry: — Walther ☎ 45 30 90, Schröderstiftstr. 24 ✉ 6 bbox=[713, 740, 962, 769]
directory-entry: — Emma, Hammer Landstr. 217 bbox=[432, 1422, 607, 1436]
surname-heading: Harfst — bbox=[160, 1219, 209, 1233]
directory-entry: — Herb., GartMstr., Sengelmannstr Nr 63 ✉ 39 bbox=[432, 958, 687, 972]
directory-entry: — Mart., Schmd, Gerichtstr 36 ✉ Alt bbox=[713, 1074, 909, 1088]
edge-fragment: s. 3 bbox=[0, 1151, 18, 1164]
